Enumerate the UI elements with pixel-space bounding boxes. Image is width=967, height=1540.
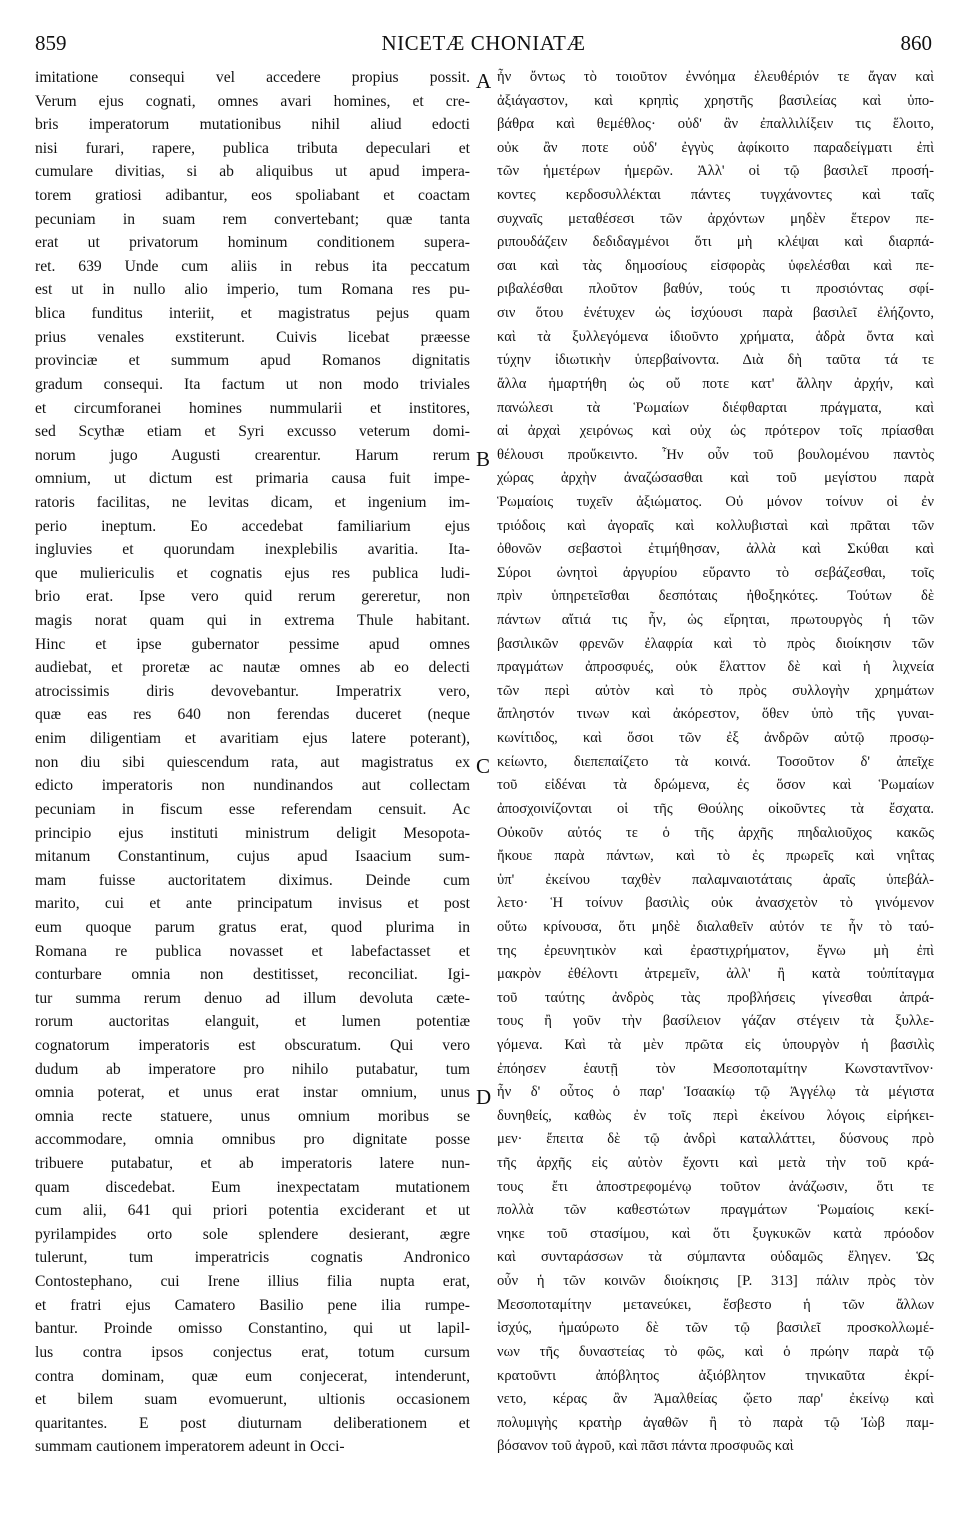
greek-text-line: Οὐκοῦν αὐτός τε ὁ τῆς ἀρχῆς πηδαλιοῦχος κακῶς xyxy=(497,824,934,841)
latin-text-line: prius venales exstiterunt. Cuivis licebat præesse xyxy=(35,328,470,346)
greek-text-line: πανώλεσι τὰ Ῥωμαίων διέφθαρται πράγματα, καὶ xyxy=(497,399,934,416)
greek-text-line: ὀθονῶν σεβαστοὶ ἐτιμήθησαν, ἀλλὰ καὶ Σκύθαι καὶ xyxy=(497,541,934,558)
latin-text-line: imitatione consequi vel accedere propius possit. xyxy=(35,69,470,86)
latin-text-line: quaritantes. E post diuturnam deliberationem et xyxy=(35,1414,470,1432)
latin-text-line: pecuniam in fiscum esse referendam censuit. Ac xyxy=(35,800,470,818)
greek-text-line: τύχην ἰδιωτικὴν ὑπερβαίνοντα. Διὰ δὴ ταῦτα τά τε xyxy=(497,352,934,369)
latin-text-line: summam cautionem imperatorem adeunt in Occi- xyxy=(35,1438,345,1456)
greek-text-line: ἤκουε παρὰ πάντων, καὶ τὸ ἐς πρωρεῖς καὶ νηΐτας xyxy=(497,848,934,865)
latin-text-line: torem gratiosi adibantur, eos spoliabant et coactam xyxy=(35,187,470,205)
latin-text-line: mitanum Constantinum, cujus apud Isaacium sum- xyxy=(35,848,470,866)
greek-text-line: ἐπόησεν ἑαυτῇ τὸν Μεσοποταμίτην Κωνσταντῖνον· xyxy=(497,1060,934,1077)
latin-text-line: cum alii, 641 qui priori potentia exciderant et ut xyxy=(35,1202,470,1220)
latin-text-line: Romana re publica novasset et labefactasset et xyxy=(35,942,470,960)
latin-text-line: tulerunt, tum imperatricis cognatis Andronico xyxy=(35,1249,470,1267)
latin-text-line: audiebat, et proretæ ac nautæ omnes ab eo delecti xyxy=(35,659,470,677)
greek-text-line: ἄλλα ἡμαρτήθη ὡς οὔ ποτε κατ' ἄλλην ἀρχήν, καὶ xyxy=(497,375,934,392)
greek-text-line: Ῥωμαίοις τυχεῖν ἀξιώματος. Οὐ μόνον τοίνυν οἱ ἐν xyxy=(497,493,934,510)
greek-text-line: ὑπ' ἐκείνου ταχθὲν παλαμναιοτάταις ἀραῖς ὑπεβάλ- xyxy=(497,871,934,888)
latin-text-line: provinciæ et summum apud Romanos dignitatis xyxy=(35,352,470,370)
margin-letter-d: D xyxy=(476,1085,492,1109)
latin-text-line: que muliericulis et cognatis ejus res publica ludi- xyxy=(35,564,470,582)
latin-text-line: nisi furari, rapere, publica tributa depeculari et xyxy=(35,139,470,157)
latin-text-line: tur summa rerum denuo ad illum devoluta cæte- xyxy=(35,989,470,1007)
latin-text-line: conturbare omnia non destitisset, reconciliat. Igi- xyxy=(35,966,470,984)
greek-text-line: ἦν ὄντως τὸ τοιοῦτον ἐννόημα ἐλευθέριόν τε ἄγαν καὶ xyxy=(497,69,934,85)
latin-text-line: pecuniam in suam rem convertebant; quæ tanta xyxy=(35,210,470,228)
latin-text-line: quæ eas res 640 non ferendas duceret (neque xyxy=(35,706,470,724)
page-number-right: 860 xyxy=(900,31,932,55)
greek-text-line: τους ἢ γοῦν τὴν βασίλειον γάζαν στέγειν τὰ ξυλλε- xyxy=(497,1013,934,1030)
latin-text-line: bantur. Proinde omisso Constantino, qui ut lapil- xyxy=(35,1320,470,1338)
latin-text-line: quam discedebat. Eum inexpectatam mutationem xyxy=(35,1178,470,1196)
greek-text-line: σαι καὶ τὰς δημοσίους εἰσφορὰς ὑφελέσθαι καὶ πε- xyxy=(497,257,934,274)
greek-text-line: πολυμιγὴς κρατὴρ ἀγαθῶν ἢ τὸ παρὰ τῷ Ἰὼβ παμ- xyxy=(497,1414,934,1431)
latin-text-line: atrocissimis diris devovebantur. Imperatrix vero, xyxy=(35,682,470,700)
latin-text-line: bris imperatorum mutationibus nihil aliud edocti xyxy=(35,116,470,134)
greek-text-line: πρὶν ὑπηρετεῖσθαι δεσπόταις ἠθοξηκότες. Τούτων δὲ xyxy=(497,588,934,605)
latin-text-line: principio ejus instituti ministrum deligit Mesopota- xyxy=(35,824,470,842)
latin-text-line: magis norat quam qui in extrema Thule habitant. xyxy=(35,612,470,630)
latin-text-line: cumulare divitias, si ab aliquibus ut apud impera- xyxy=(35,163,470,181)
greek-text-line: πολλὰ τῶν καθεστώτων πραγμάτων Ῥωμαίοις κεκί- xyxy=(497,1202,934,1219)
latin-text-line: omnium, ut dictum est primaria causa fuit impe- xyxy=(35,470,470,488)
latin-text-line: et circumforanei homines nummularii et institores, xyxy=(35,399,470,417)
greek-text-line: βόσανον τοῦ ἀγροῦ, καὶ πᾶσι πάντα προσφυῶς καὶ xyxy=(497,1438,794,1455)
latin-text-line: omnia recte statuere, unus omnium moribus se xyxy=(35,1107,470,1125)
latin-text-line: Contostephano, cui Irene illius filia nupta erat, xyxy=(35,1273,470,1291)
greek-text-line: γόμενα. Καὶ τὰ μὲν πρῶτα εἰς ὑπουργὸν ἡ βασιλὶς xyxy=(497,1036,934,1053)
running-title: NICETÆ CHONIATÆ xyxy=(381,31,586,55)
greek-text-line: μεν· ἔπειτα δὲ τῷ ἀνδρὶ καταλλάττει, δύσνους πρὸ xyxy=(497,1131,934,1148)
greek-text-line: νετο, κέρας ἂν Ἀμαλθείας ᾤετο παρ' ἐκείνῳ καὶ xyxy=(497,1391,934,1408)
latin-text-line: omnia poterat, et unus erat instar omnium, unus xyxy=(35,1084,470,1102)
greek-text-line: συχναῖς μεταθέσεσι τῶν ἀρχόντων μηδὲν ἕτερον πε- xyxy=(497,210,934,227)
greek-text-line: Μεσοποταμίτην μετανεύκει, ἔσβεστο ἡ τῶν ἄλλων xyxy=(497,1296,934,1313)
greek-text-line: τοῦ εἰδέναι τὰ δρώμενα, ἐς ὅσον καὶ Ῥωμαίων xyxy=(497,777,934,794)
greek-text-line: ριβαλέσθαι πλοῦτον βαθύν, τούς τι προσιόντας σφί- xyxy=(497,281,934,298)
latin-text-line: pyrilampides orto sole splendere desierant, ægre xyxy=(35,1225,470,1243)
latin-text-line: ingluvies et quorundam inexplebilis avaritia. Ita- xyxy=(35,541,470,559)
greek-text-line: βασιλικῶν φρενῶν ἐλαφρία καὶ τὸ πρὸς διοίκησιν τῶν xyxy=(497,635,934,652)
greek-text-line: ἀξιάγαστον, καὶ κρηπὶς χρηστῆς βασιλείας καὶ ὑπο- xyxy=(497,92,934,109)
greek-text-line: τῶν ἡμετέρων ἡμερῶν. Ἀλλ' οἱ τῷ βασιλεῖ προσή- xyxy=(497,163,934,180)
latin-text-line: sed Scythæ etiam et Syri excusso veterum domi- xyxy=(35,423,470,441)
greek-text-line: τριόδοις καὶ ἀγοραῖς καὶ κολλυβισταὶ καὶ πρᾶται τῶν xyxy=(497,517,934,534)
greek-text-line: μακρὸν ἐθέλοντι ἀτρεμεῖν, ἀλλ' ἢ κατὰ τοὐπίταγμα xyxy=(497,966,934,983)
greek-text-line: βάθρα καὶ θεμέθλος· οὐδ' ἂν ἐπαλλιλίξειν τις ἕλοιτο, xyxy=(497,116,934,133)
greek-text-line: της ἐρευνητικὸν καὶ ἐραστιχρήματον, ἔγνω μὴ ἐπὶ xyxy=(497,942,934,959)
greek-text-line: οὕτω κρίνουσα, ὅτι μηδὲ διαλαθεῖν αὐτόν τε ἦν τὸ ταύ- xyxy=(497,918,934,935)
greek-text-line: τους ἔτι ἀποστρεφομένῳ τοῦτον ἀνάζωσιν, ὅτι τε xyxy=(497,1178,934,1195)
latin-text-line: Verum ejus cognati, omnes avari homines, et cre- xyxy=(35,92,470,110)
page-number-left: 859 xyxy=(35,31,67,55)
greek-text-line: δυνηθείς, καθὼς ἐν τοῖς περὶ ἐκείνου λόγοις εἰρήκει- xyxy=(497,1107,934,1124)
page-header xyxy=(35,30,932,56)
margin-letter-b: B xyxy=(476,447,491,471)
latin-text-line: cognatorum imperatoris est obscuratum. Qui vero xyxy=(35,1036,470,1054)
margin-letter-a: A xyxy=(476,69,492,93)
latin-text-line: non diu sibi quiescendum rata, aut magistratus ex xyxy=(35,753,470,771)
latin-text-line: dudum ab imperatore pro nihilo putabatur, tum xyxy=(35,1060,470,1078)
greek-text-line: οὖν ἡ τῶν κοινῶν διοίκησις [P. 313] πάλιν πρὸς τὸν xyxy=(497,1273,934,1290)
latin-text-line: mam fuisse auctoritatem diximus. Deinde cum xyxy=(35,871,470,889)
latin-text-line: Hinc et ipse gubernator pessime apud omnes xyxy=(35,635,470,653)
greek-text-line: νηκε τοῦ στασίμου, καὶ ὅτι ξυγκυκῶν κατὰ πρόοδον xyxy=(497,1225,934,1242)
greek-text-line: Σύροι ὠνητοὶ ἀργυρίου εὕραντο τὸ σεβάζεσθαι, τοῖς xyxy=(497,564,934,581)
latin-text-line: norum jugo Augusti crearentur. Harum rerum xyxy=(35,446,470,464)
greek-text-line: καὶ συνταράσσων τὰ σύμπαντα οὐδαμῶς ἔληγεν. Ὡς xyxy=(497,1249,934,1266)
greek-text-line: ἰσχύς, ἠμαύρωτο δὲ τῶν τῷ βασιλεῖ προσκολλωμέ- xyxy=(497,1320,934,1337)
greek-text-column xyxy=(497,66,934,1459)
latin-text-line: contra dominam, quæ eum conjecerat, intenderunt, xyxy=(35,1367,470,1385)
latin-text-line: enim diligentiam et avaritiam ejus latere poterant), xyxy=(35,730,470,748)
latin-text-line: erat ut privatorum hominum conditionem supera- xyxy=(35,234,470,252)
greek-text-line: κοντες κερδοσυλλέκται πάντες τυγχάνοντες καὶ ταῖς xyxy=(497,187,934,204)
greek-text-line: κρατοῦντι ἀπόβλητος ἀξιόβλητον τηνικαῦτα ἐκρί- xyxy=(497,1367,934,1384)
margin-letter-c: C xyxy=(476,754,491,778)
greek-text-line: ριπουδάζειν δεδιδαγμένοι ὅτι μὴ κλέψαι καὶ διαρπά- xyxy=(497,234,934,251)
latin-text-line: gradum consequi. Ita factum ut non modo triviales xyxy=(35,375,470,393)
latin-text-line: tribuere putabatur, et ab imperatoris latere nun- xyxy=(35,1155,470,1173)
greek-text-line: λετο· Ἡ τοίνυν βασιλὶς οὐκ ἀνασχετὸν τὸ γινόμενον xyxy=(497,895,934,912)
latin-text-line: brio erat. Ipse vero quid rerum gereretur, non xyxy=(35,588,470,606)
greek-text-line: ἦν δ' οὗτος ὁ παρ' Ἰσαακίῳ τῷ Ἀγγέλῳ τὰ μέγιστα xyxy=(497,1084,934,1101)
greek-text-line: σιν ὅτου ἐνέτυχεν ὡς ἰσχύουσι παρὰ βασιλεῖ ἐλήζοντο, xyxy=(497,305,934,322)
latin-text-line: rorum auctoritas elanguit, et lumen potentiæ xyxy=(35,1013,470,1031)
latin-text-line: et fratri ejus Camatero Basilio pene ilia rumpe- xyxy=(35,1296,470,1314)
greek-text-line: πραγμάτων ἀπροσφυές, οὐκ ἔλαττον δὲ καὶ ἡ λιχνεία xyxy=(497,659,934,676)
greek-text-line: θέλουσι προὔκειντο. Ἦν οὖν τοῦ βουλομένου παντὸς xyxy=(497,446,934,463)
latin-text-line: ret. 639 Unde cum aliis in rebus ita peccatum xyxy=(35,257,470,275)
greek-text-line: καὶ τὰ ξυλλεγόμενα ἰδιοῦντο χρήματα, ἁδρὰ ὄντα καὶ xyxy=(497,328,934,345)
greek-text-line: κωνίτιδος, καὶ ὅσοι τῶν ἐξ ἀνδρῶν αὐτῷ προσῳ- xyxy=(497,730,934,747)
latin-text-line: perio ineptum. Eo accedebat familiarium ejus xyxy=(35,517,470,535)
latin-text-column xyxy=(35,66,470,1459)
latin-text-line: et bilem suam evomuerunt, ultionis occasionem xyxy=(35,1391,470,1409)
latin-text-line: est ut in nullo alio imperio, tum Romana res pu- xyxy=(35,281,470,299)
greek-text-line: τῆς ἀρχῆς εἰς αὐτὸν ἔχοντι καὶ μετὰ τὴν τοῦ κρά- xyxy=(497,1155,934,1172)
latin-text-line: lus contra ipsos conjectus erat, totum cursum xyxy=(35,1343,470,1361)
greek-text-line: ἄπληστόν τινων καὶ ἀκόρεστον, ὅθεν ὑπὸ τῆς γυναι- xyxy=(497,706,934,723)
latin-text-line: ratoris facilitas, ne levitas dicam, et ingenium im- xyxy=(35,493,470,511)
greek-text-line: αἱ ἀρχαὶ χειρόνως καὶ οὐχ ὡς πρότερον τοῖς πρίασθαι xyxy=(497,423,934,440)
greek-text-line: νων τῆς δυναστείας τὸ φῶς, καὶ ὁ πρώην παρὰ τῷ xyxy=(497,1343,934,1360)
latin-text-line: edicto imperatoris non nundinandos aut collectam xyxy=(35,777,470,795)
greek-text-line: τοῦ ταύτης ἀνδρὸς τὰς προβλήσεις γίνεσθαι ἀπρά- xyxy=(497,989,934,1006)
greek-text-line: κείωντο, διεπεπαίζετο τὰ κοινά. Τοσοῦτον δ' ἀπεῖχε xyxy=(497,753,934,770)
latin-text-line: blica funditus interiit, et magistratus pejus quam xyxy=(35,305,470,323)
greek-text-line: ἀποσχοινίζονται οἱ τῆς Θούλης οἰκοῦντες τὰ ἔσχατα. xyxy=(497,800,934,817)
greek-text-line: τῶν περὶ αὐτὸν καὶ τὸ πρὸς συλλογὴν χρημάτων xyxy=(497,682,934,699)
latin-text-line: marito, cui et ante principatum invisus et post xyxy=(35,895,470,913)
latin-text-line: accommodare, omnia omnibus pro dignitate posse xyxy=(35,1131,470,1149)
greek-text-line: πάντων αἴτιά τις ἦν, ὡς εἴρηται, πρωτουργὸς ἡ τῶν xyxy=(497,612,934,629)
greek-text-line: οὐκ ἂν ποτε οὐδ' ἐγγὺς ἀφίκοιτο παραδείγματι ἐπὶ xyxy=(497,139,934,156)
latin-text-line: eum quoque parum gratus erat, quod plurima in xyxy=(35,918,470,936)
greek-text-line: χώρας ἀρχὴν ἀναζώσασθαι καὶ τοῦ μεγίστου παρὰ xyxy=(497,470,934,487)
